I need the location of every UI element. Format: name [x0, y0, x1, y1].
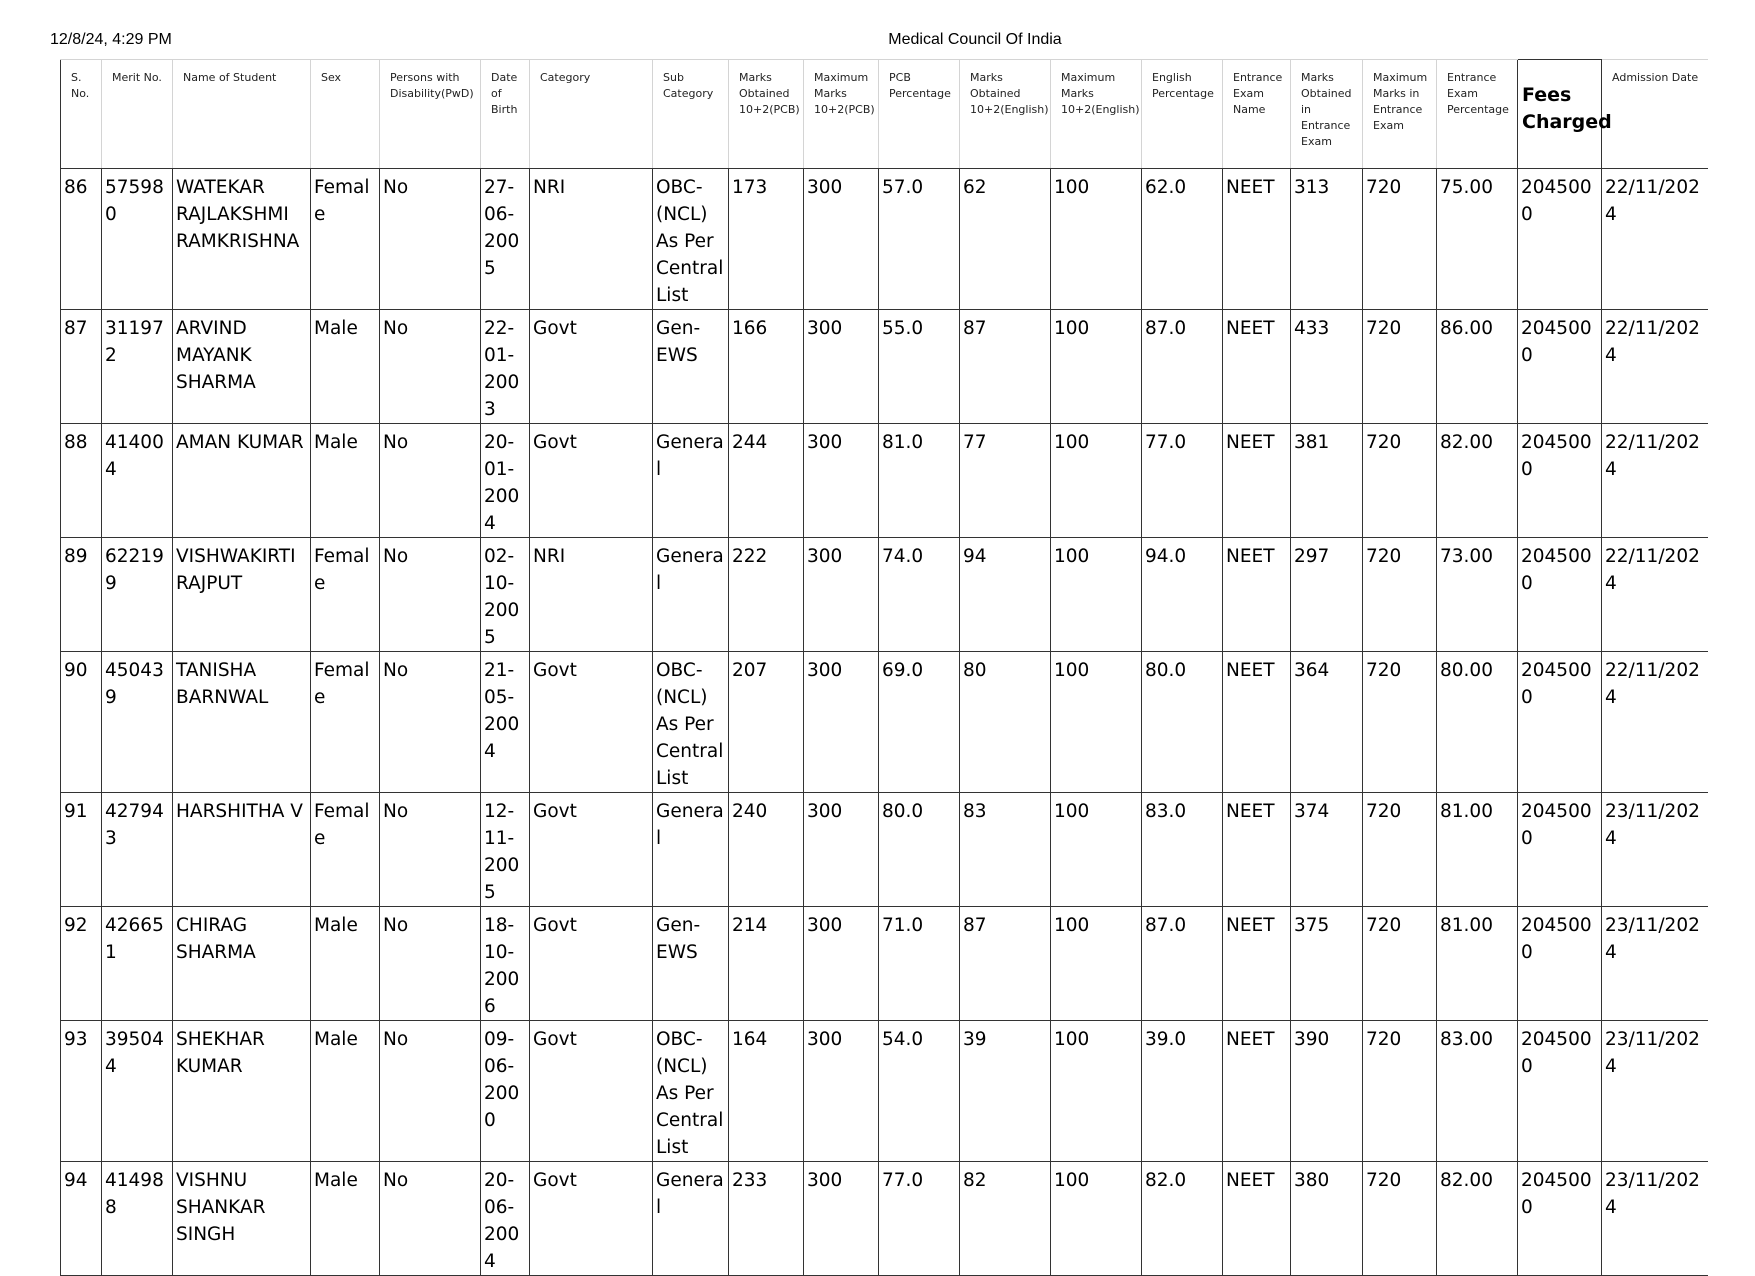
table-cell: 94 [960, 538, 1051, 652]
table-cell: 87.0 [1142, 310, 1223, 424]
table-header [61, 60, 1708, 169]
table-cell: 2045000 [1518, 424, 1602, 538]
table-cell: 77.0 [1142, 424, 1223, 538]
column-header: S. No. [61, 60, 102, 169]
table-cell: 71.0 [879, 907, 960, 1021]
table-cell: 94.0 [1142, 538, 1223, 652]
table-cell: 100 [1051, 1162, 1142, 1276]
column-header: Sex [311, 60, 380, 169]
table-cell: 87 [960, 310, 1051, 424]
table-cell: ARVIND MAYANK SHARMA [173, 310, 311, 424]
table-cell: NRI [530, 169, 653, 310]
table-cell: 80.00 [1437, 652, 1518, 793]
table-cell: NEET [1223, 310, 1291, 424]
table-cell: NEET [1223, 424, 1291, 538]
table-cell: 207 [729, 652, 804, 793]
table-cell: Male [311, 907, 380, 1021]
table-cell: 375 [1291, 907, 1363, 1021]
table-body [61, 169, 1708, 1276]
table-cell: Female [311, 169, 380, 310]
table-cell: 94 [61, 1162, 102, 1276]
table-cell: Female [311, 652, 380, 793]
table-cell: 39 [960, 1021, 1051, 1162]
table-cell: 69.0 [879, 652, 960, 793]
table-cell: 2045000 [1518, 169, 1602, 310]
table-cell: 214 [729, 907, 804, 1021]
table-row [61, 1021, 1708, 1162]
table-cell: 166 [729, 310, 804, 424]
table-cell: SHEKHAR KUMAR [173, 1021, 311, 1162]
table-cell: 100 [1051, 793, 1142, 907]
table-cell: 73.00 [1437, 538, 1518, 652]
table-cell: 300 [804, 652, 879, 793]
table-cell: No [380, 310, 481, 424]
table-cell: Male [311, 310, 380, 424]
table-cell: No [380, 538, 481, 652]
table-cell: 173 [729, 169, 804, 310]
column-header: Entrance Exam Name [1223, 60, 1291, 169]
table-row [61, 424, 1708, 538]
table-cell: 222 [729, 538, 804, 652]
column-header: Name of Student [173, 60, 311, 169]
table-cell: OBC-(NCL) As Per Central List [653, 169, 729, 310]
table-cell: 100 [1051, 538, 1142, 652]
table-cell: No [380, 793, 481, 907]
table-row [61, 169, 1708, 310]
table-cell: 77 [960, 424, 1051, 538]
table-cell: 22/11/2024 [1602, 310, 1708, 424]
table-cell: 100 [1051, 652, 1142, 793]
table-cell: 62 [960, 169, 1051, 310]
table-cell: No [380, 907, 481, 1021]
table-cell: 100 [1051, 424, 1142, 538]
table-cell: 244 [729, 424, 804, 538]
table-cell: 27-06-2005 [481, 169, 530, 310]
table-cell: 364 [1291, 652, 1363, 793]
table-cell: 23/11/2024 [1602, 1162, 1708, 1276]
column-header: Category [530, 60, 653, 169]
page-title: Medical Council Of India [888, 31, 1062, 48]
table-cell: 414988 [102, 1162, 173, 1276]
table-cell: CHIRAG SHARMA [173, 907, 311, 1021]
column-header: English Percentage [1142, 60, 1223, 169]
table-cell: 720 [1363, 538, 1437, 652]
table-cell: 02-10-2005 [481, 538, 530, 652]
table-cell: 622199 [102, 538, 173, 652]
table-cell: 300 [804, 1021, 879, 1162]
table-cell: 300 [804, 310, 879, 424]
column-header: Maximum Marks 10+2(PCB) [804, 60, 879, 169]
table-cell: 2045000 [1518, 310, 1602, 424]
table-cell: 233 [729, 1162, 804, 1276]
table-cell: 2045000 [1518, 538, 1602, 652]
table-cell: 390 [1291, 1021, 1363, 1162]
table-cell: Govt [530, 793, 653, 907]
table-cell: Male [311, 1162, 380, 1276]
table-cell: 2045000 [1518, 793, 1602, 907]
table-cell: 22/11/2024 [1602, 538, 1708, 652]
table-row [61, 793, 1708, 907]
table-cell: 575980 [102, 169, 173, 310]
table-cell: 82.00 [1437, 424, 1518, 538]
table-cell: 240 [729, 793, 804, 907]
table-cell: No [380, 652, 481, 793]
table-cell: NEET [1223, 1021, 1291, 1162]
table-cell: No [380, 1021, 481, 1162]
table-cell: 720 [1363, 652, 1437, 793]
table-cell: Govt [530, 1162, 653, 1276]
table-cell: 22/11/2024 [1602, 652, 1708, 793]
table-cell: 81.00 [1437, 907, 1518, 1021]
table-cell: Female [311, 538, 380, 652]
column-header: Maximum Marks 10+2(English) [1051, 60, 1142, 169]
table-cell: 88 [61, 424, 102, 538]
table-cell: General [653, 538, 729, 652]
table-cell: 21-05-2004 [481, 652, 530, 793]
column-header: Date of Birth [481, 60, 530, 169]
table-cell: Male [311, 1021, 380, 1162]
table-cell: Govt [530, 424, 653, 538]
table-cell: 313 [1291, 169, 1363, 310]
table-cell: NEET [1223, 538, 1291, 652]
table-cell: 86 [61, 169, 102, 310]
table-cell: 2045000 [1518, 1021, 1602, 1162]
table-cell: 23/11/2024 [1602, 907, 1708, 1021]
table-cell: 39.0 [1142, 1021, 1223, 1162]
table-cell: 374 [1291, 793, 1363, 907]
table-cell: 09-06-2000 [481, 1021, 530, 1162]
table-cell: 720 [1363, 424, 1437, 538]
table-cell: 87.0 [1142, 907, 1223, 1021]
table-cell: 427943 [102, 793, 173, 907]
table-cell: 90 [61, 652, 102, 793]
table-cell: 82.00 [1437, 1162, 1518, 1276]
table-cell: 75.00 [1437, 169, 1518, 310]
table-cell: 720 [1363, 1021, 1437, 1162]
table-cell: 82 [960, 1162, 1051, 1276]
table-cell: NEET [1223, 907, 1291, 1021]
table-cell: No [380, 169, 481, 310]
table-cell: WATEKAR RAJLAKSHMI RAMKRISHNA [173, 169, 311, 310]
table-cell: 91 [61, 793, 102, 907]
table-cell: 12-11-2005 [481, 793, 530, 907]
table-cell: 83.00 [1437, 1021, 1518, 1162]
table-cell: 100 [1051, 1021, 1142, 1162]
table-cell: 87 [960, 907, 1051, 1021]
column-header: Maximum Marks in Entrance Exam [1363, 60, 1437, 169]
table-cell: 83.0 [1142, 793, 1223, 907]
table-cell: 450439 [102, 652, 173, 793]
table-cell: Male [311, 424, 380, 538]
table-cell: 311972 [102, 310, 173, 424]
table-row [61, 907, 1708, 1021]
column-header: Persons with Disability(PwD) [380, 60, 481, 169]
table-cell: NEET [1223, 1162, 1291, 1276]
table-cell: 381 [1291, 424, 1363, 538]
table-cell: Gen-EWS [653, 310, 729, 424]
table-cell: VISHNU SHANKAR SINGH [173, 1162, 311, 1276]
table-cell: Govt [530, 652, 653, 793]
table-row [61, 538, 1708, 652]
print-date: 12/8/24, 4:29 PM [50, 31, 172, 48]
table-cell: 20-01-2004 [481, 424, 530, 538]
table-cell: Govt [530, 1021, 653, 1162]
table-cell: 2045000 [1518, 652, 1602, 793]
table-cell: 54.0 [879, 1021, 960, 1162]
table-cell: 100 [1051, 907, 1142, 1021]
table-cell: 86.00 [1437, 310, 1518, 424]
table-cell: 433 [1291, 310, 1363, 424]
column-header: Sub Category [653, 60, 729, 169]
table-cell: 62.0 [1142, 169, 1223, 310]
table-cell: 23/11/2024 [1602, 793, 1708, 907]
table-cell: 300 [804, 424, 879, 538]
table-cell: 23/11/2024 [1602, 1021, 1708, 1162]
table-cell: 720 [1363, 1162, 1437, 1276]
table-row [61, 310, 1708, 424]
table-cell: 2045000 [1518, 1162, 1602, 1276]
table-cell: 57.0 [879, 169, 960, 310]
column-header: Entrance Exam Percentage [1437, 60, 1518, 169]
table-cell: VISHWAKIRTI RAJPUT [173, 538, 311, 652]
column-header: Marks Obtained 10+2(English) [960, 60, 1051, 169]
table-cell: No [380, 424, 481, 538]
table-cell: 426651 [102, 907, 173, 1021]
table-cell: 22/11/2024 [1602, 424, 1708, 538]
table-cell: 80.0 [1142, 652, 1223, 793]
table-cell: 380 [1291, 1162, 1363, 1276]
table-cell: 395044 [102, 1021, 173, 1162]
table-cell: 83 [960, 793, 1051, 907]
table-cell: 720 [1363, 907, 1437, 1021]
table-cell: 81.0 [879, 424, 960, 538]
table-cell: TANISHA BARNWAL [173, 652, 311, 793]
column-header: Fees Charged [1518, 60, 1602, 169]
table-cell: 93 [61, 1021, 102, 1162]
table-cell: 720 [1363, 310, 1437, 424]
table-cell: 300 [804, 538, 879, 652]
table-cell: 300 [804, 793, 879, 907]
column-header: PCB Percentage [879, 60, 960, 169]
table-cell: OBC-(NCL) As Per Central List [653, 1021, 729, 1162]
table-cell: Govt [530, 310, 653, 424]
table-cell: 74.0 [879, 538, 960, 652]
table-cell: General [653, 1162, 729, 1276]
table-cell: 18-10-2006 [481, 907, 530, 1021]
table-cell: 55.0 [879, 310, 960, 424]
table-cell: 87 [61, 310, 102, 424]
table-row [61, 652, 1708, 793]
table-cell: 2045000 [1518, 907, 1602, 1021]
table-cell: 89 [61, 538, 102, 652]
table-cell: 20-06-2004 [481, 1162, 530, 1276]
table-cell: 80.0 [879, 793, 960, 907]
column-header: Marks Obtained in Entrance Exam [1291, 60, 1363, 169]
column-header: Admission Date [1602, 60, 1708, 169]
table-cell: 22-01-2003 [481, 310, 530, 424]
table-cell: 22/11/2024 [1602, 169, 1708, 310]
table-cell: 297 [1291, 538, 1363, 652]
table-cell: Govt [530, 907, 653, 1021]
table-cell: 720 [1363, 793, 1437, 907]
table-cell: 300 [804, 169, 879, 310]
merit-list-table [60, 59, 1708, 1276]
table-row [61, 1162, 1708, 1276]
table-cell: HARSHITHA V [173, 793, 311, 907]
table-cell: 77.0 [879, 1162, 960, 1276]
table-cell: 164 [729, 1021, 804, 1162]
table-cell: 720 [1363, 169, 1437, 310]
header-row [61, 60, 1708, 169]
table-cell: 300 [804, 1162, 879, 1276]
table-cell: NEET [1223, 793, 1291, 907]
table-cell: Female [311, 793, 380, 907]
table-cell: NRI [530, 538, 653, 652]
table-cell: NEET [1223, 169, 1291, 310]
table-cell: 92 [61, 907, 102, 1021]
table-cell: 414004 [102, 424, 173, 538]
table-cell: 300 [804, 907, 879, 1021]
table-cell: No [380, 1162, 481, 1276]
table-cell: OBC-(NCL) As Per Central List [653, 652, 729, 793]
column-header: Merit No. [102, 60, 173, 169]
table-cell: AMAN KUMAR [173, 424, 311, 538]
table-cell: 80 [960, 652, 1051, 793]
table-cell: 100 [1051, 169, 1142, 310]
table-cell: 82.0 [1142, 1162, 1223, 1276]
table-cell: General [653, 793, 729, 907]
table-cell: NEET [1223, 652, 1291, 793]
table-cell: 100 [1051, 310, 1142, 424]
table-cell: Gen-EWS [653, 907, 729, 1021]
column-header: Marks Obtained 10+2(PCB) [729, 60, 804, 169]
table-cell: 81.00 [1437, 793, 1518, 907]
table-cell: General [653, 424, 729, 538]
